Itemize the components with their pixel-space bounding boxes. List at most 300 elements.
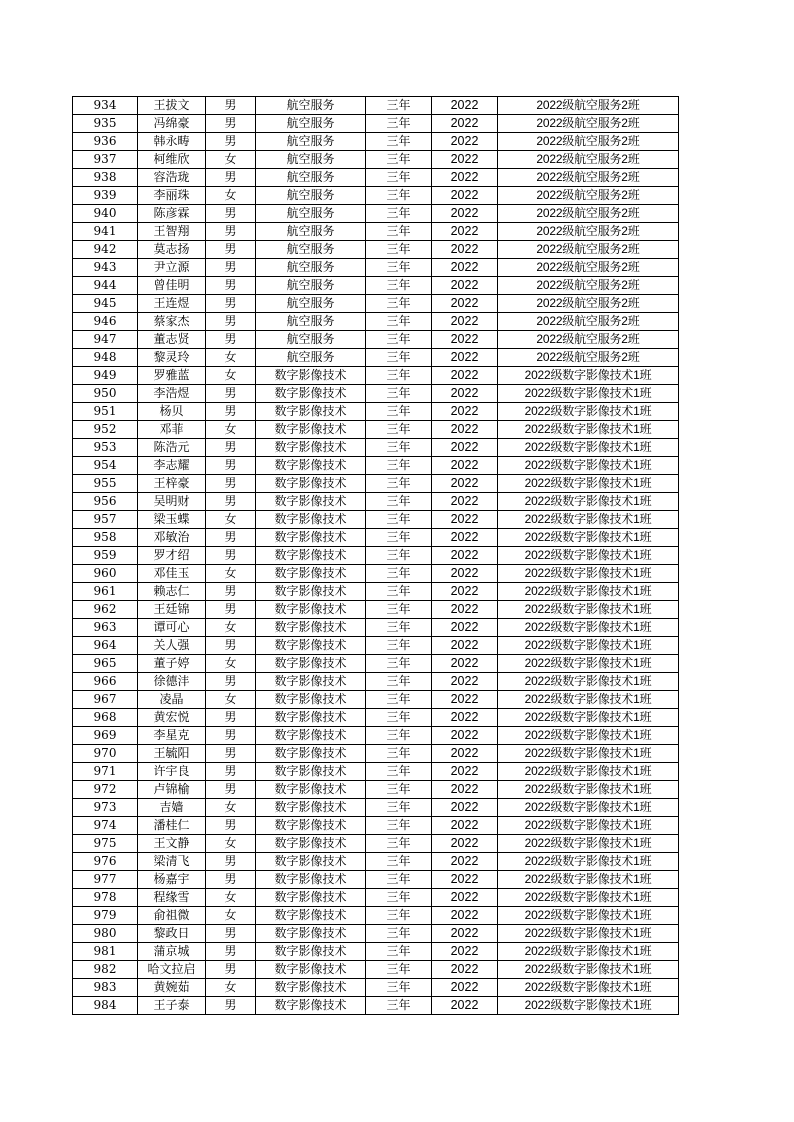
row-number-cell: 982 bbox=[73, 961, 138, 979]
gender-cell: 男 bbox=[206, 241, 256, 259]
table-row bbox=[73, 547, 679, 565]
class-name-cell: 2022级航空服务2班 bbox=[498, 205, 679, 223]
gender-cell: 男 bbox=[206, 403, 256, 421]
major-cell: 数字影像技术 bbox=[256, 853, 366, 871]
enrollment-year-cell: 2022 bbox=[432, 421, 498, 439]
major-cell: 航空服务 bbox=[256, 295, 366, 313]
table-row bbox=[73, 565, 679, 583]
gender-cell: 女 bbox=[206, 907, 256, 925]
class-name-cell: 2022级数字影像技术1班 bbox=[498, 475, 679, 493]
class-name-cell: 2022级数字影像技术1班 bbox=[498, 673, 679, 691]
class-name-cell: 2022级数字影像技术1班 bbox=[498, 943, 679, 961]
row-number-cell: 984 bbox=[73, 997, 138, 1015]
duration-cell: 三年 bbox=[366, 655, 432, 673]
student-name-cell: 李星克 bbox=[138, 727, 206, 745]
row-number-cell: 938 bbox=[73, 169, 138, 187]
table-row bbox=[73, 745, 679, 763]
duration-cell: 三年 bbox=[366, 241, 432, 259]
gender-cell: 女 bbox=[206, 979, 256, 997]
major-cell: 数字影像技术 bbox=[256, 691, 366, 709]
gender-cell: 男 bbox=[206, 475, 256, 493]
row-number-cell: 969 bbox=[73, 727, 138, 745]
table-row bbox=[73, 943, 679, 961]
table-row bbox=[73, 115, 679, 133]
gender-cell: 男 bbox=[206, 277, 256, 295]
class-name-cell: 2022级数字影像技术1班 bbox=[498, 781, 679, 799]
table-row bbox=[73, 979, 679, 997]
major-cell: 数字影像技术 bbox=[256, 727, 366, 745]
row-number-cell: 944 bbox=[73, 277, 138, 295]
duration-cell: 三年 bbox=[366, 187, 432, 205]
enrollment-year-cell: 2022 bbox=[432, 295, 498, 313]
class-name-cell: 2022级数字影像技术1班 bbox=[498, 817, 679, 835]
major-cell: 数字影像技术 bbox=[256, 925, 366, 943]
duration-cell: 三年 bbox=[366, 619, 432, 637]
class-name-cell: 2022级数字影像技术1班 bbox=[498, 889, 679, 907]
gender-cell: 男 bbox=[206, 547, 256, 565]
major-cell: 数字影像技术 bbox=[256, 385, 366, 403]
table-row bbox=[73, 295, 679, 313]
row-number-cell: 977 bbox=[73, 871, 138, 889]
enrollment-year-cell: 2022 bbox=[432, 403, 498, 421]
gender-cell: 男 bbox=[206, 313, 256, 331]
row-number-cell: 953 bbox=[73, 439, 138, 457]
duration-cell: 三年 bbox=[366, 493, 432, 511]
enrollment-year-cell: 2022 bbox=[432, 835, 498, 853]
row-number-cell: 964 bbox=[73, 637, 138, 655]
gender-cell: 男 bbox=[206, 997, 256, 1015]
gender-cell: 男 bbox=[206, 493, 256, 511]
student-name-cell: 李浩煜 bbox=[138, 385, 206, 403]
enrollment-year-cell: 2022 bbox=[432, 133, 498, 151]
major-cell: 数字影像技术 bbox=[256, 799, 366, 817]
table-row bbox=[73, 529, 679, 547]
class-name-cell: 2022级航空服务2班 bbox=[498, 295, 679, 313]
major-cell: 航空服务 bbox=[256, 331, 366, 349]
table-body bbox=[73, 97, 679, 1015]
table-row bbox=[73, 511, 679, 529]
enrollment-year-cell: 2022 bbox=[432, 313, 498, 331]
major-cell: 数字影像技术 bbox=[256, 565, 366, 583]
major-cell: 数字影像技术 bbox=[256, 493, 366, 511]
table-row bbox=[73, 187, 679, 205]
row-number-cell: 955 bbox=[73, 475, 138, 493]
enrollment-year-cell: 2022 bbox=[432, 493, 498, 511]
table-row bbox=[73, 583, 679, 601]
enrollment-year-cell: 2022 bbox=[432, 529, 498, 547]
row-number-cell: 980 bbox=[73, 925, 138, 943]
class-name-cell: 2022级数字影像技术1班 bbox=[498, 655, 679, 673]
enrollment-year-cell: 2022 bbox=[432, 799, 498, 817]
enrollment-year-cell: 2022 bbox=[432, 673, 498, 691]
row-number-cell: 972 bbox=[73, 781, 138, 799]
duration-cell: 三年 bbox=[366, 529, 432, 547]
student-name-cell: 王文静 bbox=[138, 835, 206, 853]
gender-cell: 男 bbox=[206, 331, 256, 349]
enrollment-year-cell: 2022 bbox=[432, 781, 498, 799]
duration-cell: 三年 bbox=[366, 115, 432, 133]
student-name-cell: 王连煜 bbox=[138, 295, 206, 313]
class-name-cell: 2022级数字影像技术1班 bbox=[498, 619, 679, 637]
major-cell: 航空服务 bbox=[256, 259, 366, 277]
row-number-cell: 965 bbox=[73, 655, 138, 673]
gender-cell: 男 bbox=[206, 745, 256, 763]
enrollment-year-cell: 2022 bbox=[432, 205, 498, 223]
duration-cell: 三年 bbox=[366, 853, 432, 871]
duration-cell: 三年 bbox=[366, 601, 432, 619]
table-row bbox=[73, 277, 679, 295]
gender-cell: 男 bbox=[206, 817, 256, 835]
student-name-cell: 冯绵豪 bbox=[138, 115, 206, 133]
gender-cell: 男 bbox=[206, 727, 256, 745]
enrollment-year-cell: 2022 bbox=[432, 457, 498, 475]
duration-cell: 三年 bbox=[366, 961, 432, 979]
gender-cell: 女 bbox=[206, 187, 256, 205]
major-cell: 数字影像技术 bbox=[256, 709, 366, 727]
class-name-cell: 2022级数字影像技术1班 bbox=[498, 691, 679, 709]
major-cell: 航空服务 bbox=[256, 349, 366, 367]
row-number-cell: 940 bbox=[73, 205, 138, 223]
row-number-cell: 981 bbox=[73, 943, 138, 961]
class-name-cell: 2022级航空服务2班 bbox=[498, 133, 679, 151]
class-name-cell: 2022级航空服务2班 bbox=[498, 115, 679, 133]
table-row bbox=[73, 907, 679, 925]
row-number-cell: 967 bbox=[73, 691, 138, 709]
enrollment-year-cell: 2022 bbox=[432, 619, 498, 637]
enrollment-year-cell: 2022 bbox=[432, 763, 498, 781]
table-row bbox=[73, 601, 679, 619]
class-name-cell: 2022级数字影像技术1班 bbox=[498, 727, 679, 745]
table-row bbox=[73, 403, 679, 421]
student-name-cell: 陈彦霖 bbox=[138, 205, 206, 223]
class-name-cell: 2022级数字影像技术1班 bbox=[498, 835, 679, 853]
class-name-cell: 2022级航空服务2班 bbox=[498, 277, 679, 295]
major-cell: 数字影像技术 bbox=[256, 907, 366, 925]
enrollment-year-cell: 2022 bbox=[432, 709, 498, 727]
student-name-cell: 吉嫱 bbox=[138, 799, 206, 817]
major-cell: 航空服务 bbox=[256, 133, 366, 151]
class-name-cell: 2022级数字影像技术1班 bbox=[498, 385, 679, 403]
duration-cell: 三年 bbox=[366, 223, 432, 241]
class-name-cell: 2022级数字影像技术1班 bbox=[498, 457, 679, 475]
duration-cell: 三年 bbox=[366, 295, 432, 313]
student-name-cell: 莫志扬 bbox=[138, 241, 206, 259]
student-name-cell: 王廷锦 bbox=[138, 601, 206, 619]
class-name-cell: 2022级航空服务2班 bbox=[498, 349, 679, 367]
duration-cell: 三年 bbox=[366, 511, 432, 529]
row-number-cell: 976 bbox=[73, 853, 138, 871]
major-cell: 航空服务 bbox=[256, 241, 366, 259]
student-name-cell: 凌晶 bbox=[138, 691, 206, 709]
major-cell: 航空服务 bbox=[256, 187, 366, 205]
gender-cell: 男 bbox=[206, 529, 256, 547]
gender-cell: 男 bbox=[206, 259, 256, 277]
enrollment-year-cell: 2022 bbox=[432, 907, 498, 925]
gender-cell: 女 bbox=[206, 799, 256, 817]
row-number-cell: 979 bbox=[73, 907, 138, 925]
table-row bbox=[73, 961, 679, 979]
gender-cell: 男 bbox=[206, 871, 256, 889]
class-name-cell: 2022级航空服务2班 bbox=[498, 223, 679, 241]
gender-cell: 男 bbox=[206, 961, 256, 979]
enrollment-year-cell: 2022 bbox=[432, 727, 498, 745]
duration-cell: 三年 bbox=[366, 97, 432, 115]
table-row bbox=[73, 655, 679, 673]
student-name-cell: 谭可心 bbox=[138, 619, 206, 637]
enrollment-year-cell: 2022 bbox=[432, 601, 498, 619]
table-row bbox=[73, 475, 679, 493]
class-name-cell: 2022级数字影像技术1班 bbox=[498, 871, 679, 889]
major-cell: 航空服务 bbox=[256, 151, 366, 169]
enrollment-year-cell: 2022 bbox=[432, 547, 498, 565]
duration-cell: 三年 bbox=[366, 277, 432, 295]
duration-cell: 三年 bbox=[366, 691, 432, 709]
class-name-cell: 2022级航空服务2班 bbox=[498, 151, 679, 169]
major-cell: 数字影像技术 bbox=[256, 817, 366, 835]
enrollment-year-cell: 2022 bbox=[432, 115, 498, 133]
major-cell: 数字影像技术 bbox=[256, 673, 366, 691]
table-row bbox=[73, 799, 679, 817]
duration-cell: 三年 bbox=[366, 565, 432, 583]
enrollment-year-cell: 2022 bbox=[432, 655, 498, 673]
student-name-cell: 尹立源 bbox=[138, 259, 206, 277]
table-row bbox=[73, 925, 679, 943]
enrollment-year-cell: 2022 bbox=[432, 871, 498, 889]
class-name-cell: 2022级航空服务2班 bbox=[498, 97, 679, 115]
table-row bbox=[73, 997, 679, 1015]
class-name-cell: 2022级数字影像技术1班 bbox=[498, 421, 679, 439]
major-cell: 数字影像技术 bbox=[256, 457, 366, 475]
row-number-cell: 941 bbox=[73, 223, 138, 241]
row-number-cell: 947 bbox=[73, 331, 138, 349]
duration-cell: 三年 bbox=[366, 439, 432, 457]
student-name-cell: 吴明财 bbox=[138, 493, 206, 511]
major-cell: 数字影像技术 bbox=[256, 475, 366, 493]
gender-cell: 女 bbox=[206, 655, 256, 673]
enrollment-year-cell: 2022 bbox=[432, 385, 498, 403]
table-row bbox=[73, 331, 679, 349]
row-number-cell: 949 bbox=[73, 367, 138, 385]
table-row bbox=[73, 889, 679, 907]
class-name-cell: 2022级数字影像技术1班 bbox=[498, 367, 679, 385]
student-name-cell: 徐德沣 bbox=[138, 673, 206, 691]
gender-cell: 男 bbox=[206, 763, 256, 781]
table-row bbox=[73, 835, 679, 853]
gender-cell: 女 bbox=[206, 367, 256, 385]
enrollment-year-cell: 2022 bbox=[432, 241, 498, 259]
major-cell: 航空服务 bbox=[256, 115, 366, 133]
enrollment-year-cell: 2022 bbox=[432, 439, 498, 457]
row-number-cell: 956 bbox=[73, 493, 138, 511]
major-cell: 数字影像技术 bbox=[256, 511, 366, 529]
student-name-cell: 王毓阳 bbox=[138, 745, 206, 763]
enrollment-year-cell: 2022 bbox=[432, 565, 498, 583]
gender-cell: 男 bbox=[206, 943, 256, 961]
class-name-cell: 2022级数字影像技术1班 bbox=[498, 979, 679, 997]
class-name-cell: 2022级航空服务2班 bbox=[498, 241, 679, 259]
student-name-cell: 罗才绍 bbox=[138, 547, 206, 565]
student-name-cell: 哈文拉启 bbox=[138, 961, 206, 979]
gender-cell: 女 bbox=[206, 835, 256, 853]
duration-cell: 三年 bbox=[366, 331, 432, 349]
gender-cell: 男 bbox=[206, 709, 256, 727]
table-row bbox=[73, 97, 679, 115]
table-row bbox=[73, 457, 679, 475]
major-cell: 数字影像技术 bbox=[256, 601, 366, 619]
gender-cell: 男 bbox=[206, 673, 256, 691]
duration-cell: 三年 bbox=[366, 151, 432, 169]
student-name-cell: 罗雅蓝 bbox=[138, 367, 206, 385]
duration-cell: 三年 bbox=[366, 745, 432, 763]
student-name-cell: 王拔文 bbox=[138, 97, 206, 115]
enrollment-year-cell: 2022 bbox=[432, 367, 498, 385]
enrollment-year-cell: 2022 bbox=[432, 151, 498, 169]
gender-cell: 女 bbox=[206, 349, 256, 367]
duration-cell: 三年 bbox=[366, 205, 432, 223]
enrollment-year-cell: 2022 bbox=[432, 637, 498, 655]
row-number-cell: 942 bbox=[73, 241, 138, 259]
student-name-cell: 梁玉蝶 bbox=[138, 511, 206, 529]
row-number-cell: 961 bbox=[73, 583, 138, 601]
class-name-cell: 2022级数字影像技术1班 bbox=[498, 961, 679, 979]
duration-cell: 三年 bbox=[366, 979, 432, 997]
student-name-cell: 杨嘉宇 bbox=[138, 871, 206, 889]
row-number-cell: 966 bbox=[73, 673, 138, 691]
student-name-cell: 容浩珑 bbox=[138, 169, 206, 187]
gender-cell: 男 bbox=[206, 223, 256, 241]
class-name-cell: 2022级数字影像技术1班 bbox=[498, 799, 679, 817]
row-number-cell: 950 bbox=[73, 385, 138, 403]
major-cell: 数字影像技术 bbox=[256, 655, 366, 673]
row-number-cell: 948 bbox=[73, 349, 138, 367]
class-name-cell: 2022级数字影像技术1班 bbox=[498, 511, 679, 529]
class-name-cell: 2022级航空服务2班 bbox=[498, 331, 679, 349]
class-name-cell: 2022级数字影像技术1班 bbox=[498, 853, 679, 871]
row-number-cell: 937 bbox=[73, 151, 138, 169]
table-row bbox=[73, 727, 679, 745]
student-name-cell: 许宇良 bbox=[138, 763, 206, 781]
class-name-cell: 2022级航空服务2班 bbox=[498, 313, 679, 331]
class-name-cell: 2022级数字影像技术1班 bbox=[498, 907, 679, 925]
row-number-cell: 959 bbox=[73, 547, 138, 565]
row-number-cell: 957 bbox=[73, 511, 138, 529]
class-name-cell: 2022级数字影像技术1班 bbox=[498, 709, 679, 727]
row-number-cell: 962 bbox=[73, 601, 138, 619]
row-number-cell: 946 bbox=[73, 313, 138, 331]
major-cell: 数字影像技术 bbox=[256, 403, 366, 421]
class-name-cell: 2022级数字影像技术1班 bbox=[498, 925, 679, 943]
row-number-cell: 943 bbox=[73, 259, 138, 277]
student-name-cell: 王智翔 bbox=[138, 223, 206, 241]
row-number-cell: 978 bbox=[73, 889, 138, 907]
student-name-cell: 曾佳明 bbox=[138, 277, 206, 295]
row-number-cell: 954 bbox=[73, 457, 138, 475]
student-name-cell: 李丽珠 bbox=[138, 187, 206, 205]
student-name-cell: 关人强 bbox=[138, 637, 206, 655]
student-name-cell: 黄宏悦 bbox=[138, 709, 206, 727]
major-cell: 数字影像技术 bbox=[256, 997, 366, 1015]
table-row bbox=[73, 853, 679, 871]
enrollment-year-cell: 2022 bbox=[432, 943, 498, 961]
row-number-cell: 975 bbox=[73, 835, 138, 853]
major-cell: 数字影像技术 bbox=[256, 961, 366, 979]
enrollment-year-cell: 2022 bbox=[432, 745, 498, 763]
row-number-cell: 970 bbox=[73, 745, 138, 763]
enrollment-year-cell: 2022 bbox=[432, 223, 498, 241]
major-cell: 航空服务 bbox=[256, 97, 366, 115]
gender-cell: 男 bbox=[206, 457, 256, 475]
duration-cell: 三年 bbox=[366, 421, 432, 439]
major-cell: 航空服务 bbox=[256, 313, 366, 331]
student-name-cell: 黎灵玲 bbox=[138, 349, 206, 367]
table-row bbox=[73, 349, 679, 367]
gender-cell: 男 bbox=[206, 97, 256, 115]
table-row bbox=[73, 817, 679, 835]
duration-cell: 三年 bbox=[366, 547, 432, 565]
student-name-cell: 韩永畴 bbox=[138, 133, 206, 151]
gender-cell: 女 bbox=[206, 565, 256, 583]
row-number-cell: 936 bbox=[73, 133, 138, 151]
duration-cell: 三年 bbox=[366, 889, 432, 907]
row-number-cell: 939 bbox=[73, 187, 138, 205]
row-number-cell: 983 bbox=[73, 979, 138, 997]
student-name-cell: 柯维欣 bbox=[138, 151, 206, 169]
student-name-cell: 蒲京城 bbox=[138, 943, 206, 961]
duration-cell: 三年 bbox=[366, 313, 432, 331]
table-row bbox=[73, 151, 679, 169]
student-name-cell: 王梓豪 bbox=[138, 475, 206, 493]
gender-cell: 女 bbox=[206, 151, 256, 169]
duration-cell: 三年 bbox=[366, 259, 432, 277]
student-name-cell: 赖志仁 bbox=[138, 583, 206, 601]
table-row bbox=[73, 385, 679, 403]
duration-cell: 三年 bbox=[366, 799, 432, 817]
gender-cell: 男 bbox=[206, 385, 256, 403]
major-cell: 数字影像技术 bbox=[256, 583, 366, 601]
student-name-cell: 程缘雪 bbox=[138, 889, 206, 907]
enrollment-year-cell: 2022 bbox=[432, 97, 498, 115]
student-name-cell: 邓菲 bbox=[138, 421, 206, 439]
table-row bbox=[73, 439, 679, 457]
enrollment-year-cell: 2022 bbox=[432, 475, 498, 493]
gender-cell: 男 bbox=[206, 205, 256, 223]
major-cell: 数字影像技术 bbox=[256, 439, 366, 457]
class-name-cell: 2022级数字影像技术1班 bbox=[498, 493, 679, 511]
gender-cell: 女 bbox=[206, 421, 256, 439]
gender-cell: 男 bbox=[206, 637, 256, 655]
enrollment-year-cell: 2022 bbox=[432, 277, 498, 295]
table-row bbox=[73, 421, 679, 439]
table-row bbox=[73, 619, 679, 637]
class-name-cell: 2022级数字影像技术1班 bbox=[498, 601, 679, 619]
row-number-cell: 963 bbox=[73, 619, 138, 637]
gender-cell: 男 bbox=[206, 133, 256, 151]
class-name-cell: 2022级数字影像技术1班 bbox=[498, 547, 679, 565]
duration-cell: 三年 bbox=[366, 637, 432, 655]
enrollment-year-cell: 2022 bbox=[432, 889, 498, 907]
gender-cell: 女 bbox=[206, 889, 256, 907]
table-row bbox=[73, 169, 679, 187]
enrollment-year-cell: 2022 bbox=[432, 511, 498, 529]
table-row bbox=[73, 223, 679, 241]
class-name-cell: 2022级数字影像技术1班 bbox=[498, 529, 679, 547]
duration-cell: 三年 bbox=[366, 169, 432, 187]
row-number-cell: 960 bbox=[73, 565, 138, 583]
student-name-cell: 卢锦榆 bbox=[138, 781, 206, 799]
duration-cell: 三年 bbox=[366, 781, 432, 799]
row-number-cell: 951 bbox=[73, 403, 138, 421]
major-cell: 数字影像技术 bbox=[256, 835, 366, 853]
